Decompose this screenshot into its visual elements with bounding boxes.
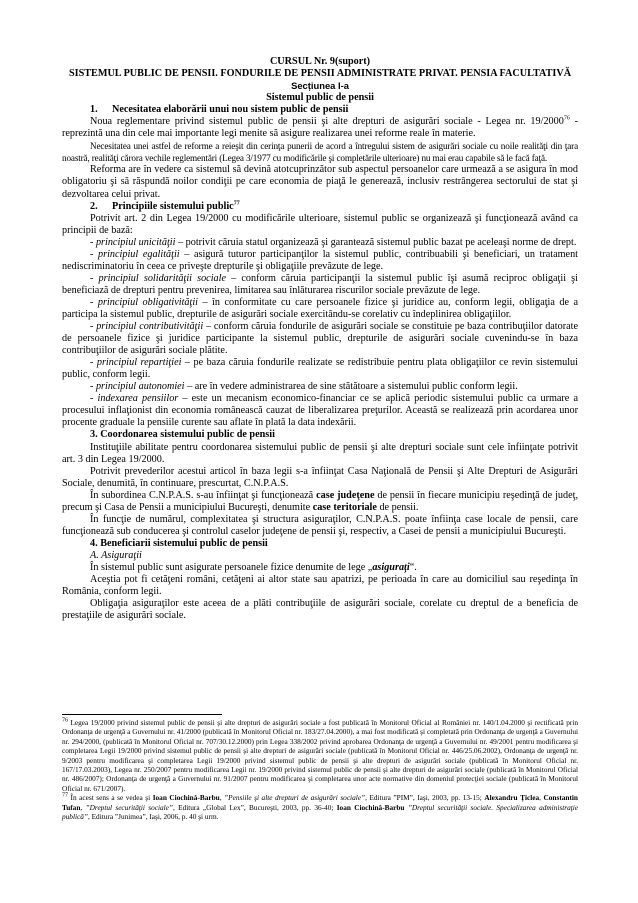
section-2-heading — [62, 201, 578, 213]
principle-name: - indexarea pensiilor — [90, 393, 179, 405]
footnote-text: , Editura ”Junimea”, Iaşi, 2006, p. 40 şi urm. — [87, 812, 219, 822]
principle-name: - principiul contributivităţii — [90, 321, 204, 333]
list-item — [62, 393, 578, 429]
author-name: Alexandru Ţiclea — [484, 793, 540, 803]
principle-text: – în conformitate cu care persoanele fizice şi juridice au, conform legii, obligaţia de a participa la sistemul public, drepturile de asigurări sociale exercitându-se corelativ cu îndeplinirea obligaţiilor. — [62, 296, 578, 320]
paragraph-text: În sistemul public sunt asigurate persoanele fizice denumite de lege „ — [90, 561, 373, 573]
paragraph — [62, 490, 578, 514]
principles-list — [62, 237, 578, 430]
footnote-77 — [62, 793, 578, 821]
section-1-heading — [62, 104, 578, 116]
course-heading: CURSUL Nr. 9(suport) — [269, 56, 371, 67]
principle-name: - principiul repartiţiei — [90, 357, 182, 369]
principle-text: – este un mecanism economico-financiar ce se aplică periodic sistemului public ca urmare a procesului inflaţionist din economia românească cauzat de liberalizarea preţurilor. Această se realizează prin acordarea unor procente graduale la pensiile curente sau aflate în plată la data indexării. — [62, 393, 578, 429]
paragraph: Potrivit art. 2 din Legea 19/2000 cu modificările ulterioare, sistemul public se organizează şi funcţionează având ca principii de bază: — [62, 212, 578, 236]
list-item — [62, 249, 578, 273]
footnotes — [62, 718, 578, 821]
principle-text: – conform căruia participanţii la sistemul public îşi asumă reciproc obligaţii şi beneficiază de drepturi pentru prevenirea, limitarea sau înlăturarea riscurilor sociale prevăzute de lege. — [62, 272, 578, 296]
emphasis: case teritoriale — [312, 501, 377, 513]
section-number: 4. — [90, 537, 98, 549]
book-title: ”Dreptul securităţii sociale” — [85, 802, 173, 812]
principle-name: - principiul obligativităţii — [90, 296, 198, 308]
document-title: SISTEMUL PUBLIC DE PENSII. FONDURILE DE PENSII ADMINISTRATE PRIVAT. PENSIA FACULTATIVĂ — [68, 68, 572, 80]
subsection-title: A. Asiguraţii — [90, 549, 142, 561]
list-item — [62, 237, 578, 249]
principle-name: - principiul autonomiei — [90, 381, 185, 393]
footnote-number: 76 — [62, 717, 68, 724]
book-title: ”Dreptul securităţii sociale. Specializarea administraţie publică” — [62, 802, 579, 822]
section-heading: Secțiunea I-a — [291, 80, 349, 92]
paragraph-text: de pensii. — [376, 501, 419, 513]
paragraph-text: - reprezintă una din cele mai importante legi menite să asigure realizarea unei reforme reale în materie. — [62, 116, 578, 140]
principle-text: – pe baza căruia fondurile realizate se redistribuie pentru plata obligaţiilor ce revin sistemului public, conform legii. — [62, 357, 578, 381]
footnote-ref[interactable]: 77 — [233, 200, 240, 207]
section-number: 1. — [90, 104, 98, 116]
list-item — [62, 381, 578, 393]
footnote-text: Legea 19/2000 privind sistemul public de pensii şi alte drepturi de asigurări sociale a fost publicată în Monitorul Oficial al României nr. 140/1.04.2000 şi rectificată prin Ordonanţa de urgenţă a Guvernului nr. 41/2000 (publicată în Monitorul Oficial nr. 183/27.04.2000), a mai fost modificată şi completată prin Ordonanţa de urgenţă a Guvernului nr. 294/2000, (publicată în Monitorul Oficial nr. 707/30.12.2000) prin Legea 338/2002 privind aprobarea Ordonanţa de urgenţă a Guvernului nr. 49/2001 pentru modificarea şi completarea Legii 19/2000 privind sistemul public de pensii şi alte drepturi de asigurări sociale (publicată în Monitorul Oficial nr. 446/25.06.2002), Ordonanţa de urgenţă nr. 9/2003 pentru modificarea şi completarea Legii 19/2000 privind sistemul public de pensii şi alte drepturi de asigurări sociale (publicată în Monitorul Oficial nr. 167/17.03.2003), Legea nr. 250/2007 pentru modificarea Legii nr. 19/2000 privind sistemul public de pensii şi alte drepturi de asigurări sociale (publicată în Monitorul Oficial nr. 486/2007); Ordonanţa de urgenţă a Guvernului nr. 91/2007 pentru modificarea şi completarea unor acte normative din domeniul protecţiei sociale (publicată în Monitorul Oficial nr. 671/2007). — [62, 718, 578, 793]
section-title: Beneficiarii sistemului public de pensii — [100, 537, 268, 549]
list-item — [62, 321, 578, 357]
paragraph: Aceştia pot fi cetăţeni români, cetăţeni ai altor state sau apatrizi, pe perioada în care au domiciliul sau reşedinţa în România, conform legii. — [62, 574, 578, 598]
paragraph — [62, 562, 578, 574]
paragraph: Necesitatea unei astfel de reforme a reieşit din cerinţa punerii de acord a întregului sistem de asigurări sociale cu noile realităţi din ţara noastră, realităţi cărora vechile reglementări (Legea 3/1977 cu modificările şi completările ulterioare) nu mai erau capabile să le facă faţă. — [62, 141, 578, 164]
footnote-separator — [62, 714, 222, 715]
principle-name: - principiul solidarităţii sociale — [90, 272, 226, 284]
footnote-76 — [62, 718, 578, 793]
section-number: 3. — [90, 429, 98, 441]
principle-text: – conform căruia fondurile de asigurări sociale se constituie pe baza contribuţiilor datorate de persoanele fizice şi juridice participante la sistemul public, drepturile de asigurări sociale cuvenindu-se în baza contribuţiilor de asigurări sociale plătite. — [62, 321, 578, 357]
section-title: Coordonarea sistemului public de pensii — [100, 429, 275, 441]
section-number: 2. — [90, 200, 98, 212]
principle-name: - principiul unicităţii — [90, 236, 176, 248]
footnote-text: , — [80, 802, 86, 812]
footnote-ref[interactable]: 76 — [563, 115, 570, 122]
list-item — [62, 297, 578, 321]
footnote-text: , Editura „Global Lex”, Bucureşti, 2003, pp. 36-40; — [172, 802, 337, 812]
paragraph: Potrivit prevederilor acestui articol în baza legii s-a înfiinţat Casa Naţională de Pensii şi Alte Drepturi de Asigurări Sociale, denumită, în continuare, prescurtat, C.N.P.A.S. — [62, 465, 578, 489]
paragraph-text: “. — [409, 561, 417, 573]
paragraph: Reforma are în vedere ca sistemul să devină atotcuprinzător sub aspectul persoanelor care urmează a se asigura în mod obligatoriu şi să răspundă noilor condiţii pe care economia de piaţă le generează, inclusiv restrângerea sectorului de stat şi dezvoltarea celui privat. — [62, 164, 578, 200]
paragraph-text: Noua reglementare privind sistemul public de pensii şi alte drepturi de asigurări sociale - Legea nr. 19/2000 — [90, 116, 564, 128]
principle-text: – potrivit căruia statul organizează şi garantează sistemul public bazat pe aceleaşi norme de drept. — [175, 236, 577, 248]
emphasis: case judeţene — [316, 489, 375, 501]
footnote-number: 77 — [62, 792, 68, 799]
emphasis: asiguraţi — [372, 561, 410, 573]
section-title: Necesitatea elaborării unui nou sistem public de pensii — [112, 104, 349, 116]
footnote-text: , Editura ”PIM”, Iaşi, 2003, pp. 13-15; — [365, 793, 485, 803]
section-4-heading — [62, 538, 578, 550]
principle-text: – asigură tuturor participanţilor la sistemul public, contribuabili şi beneficiari, un tratament nediscriminatoriu în ceea ce priveşte drepturile şi obligaţiile prevăzute de lege. — [62, 248, 578, 272]
paragraph: Obligaţia asiguraţilor este aceea de a plăti contribuţiile de asigurări sociale, corelate cu dreptul de a beneficia de prestaţiile de asigurări sociale. — [62, 598, 578, 622]
author-name: Constantin Tufan — [62, 793, 578, 812]
principle-text: – are în vedere administrarea de sine stătătoare a sistemului public conform legii. — [184, 381, 518, 393]
document-subtitle: Sistemul public de pensii — [266, 92, 374, 104]
paragraph: Instituţiile abilitate pentru coordonarea sistemului public de pensii şi alte drepturi sociale sunt cele înfiinţate potrivit art. 3 din Legea 19/2000. — [62, 441, 578, 465]
book-title: , ”Pensiile şi alte drepturi de asigurări sociale” — [219, 793, 366, 803]
paragraph-text: În subordinea C.N.P.A.S. s-au înfiinţat şi funcţionează — [90, 489, 317, 501]
paragraph: În funcţie de numărul, complexitatea şi structura asiguraţilor, C.N.P.A.S. poate înfiinţa case locale de pensii, care funcţionează sub conducerea şi controlul caselor judeţene de pensii şi, respectiv, a Casei de pensii a municipiului Bucureşti. — [62, 513, 578, 537]
paragraph-text: de pensii în fiecare municipiu reşedinţă de judeţ, precum şi Casa de Pensii a municipiului Bucureşti, denumite — [62, 489, 578, 513]
author-name: Ioan Ciochină-Barbu — [152, 793, 220, 803]
paragraph — [62, 116, 578, 140]
footnote-text: , — [539, 793, 544, 803]
author-name: Ioan Ciochină-Barbu — [336, 802, 405, 812]
document-page — [62, 56, 578, 622]
section-title: Principiile sistemului public — [112, 200, 234, 212]
footnote-text: În acest sens a se vedea şi — [68, 793, 153, 803]
principle-name: - principiul egalităţii — [90, 248, 180, 260]
list-item — [62, 357, 578, 381]
section-3-heading — [62, 429, 578, 441]
list-item — [62, 273, 578, 297]
